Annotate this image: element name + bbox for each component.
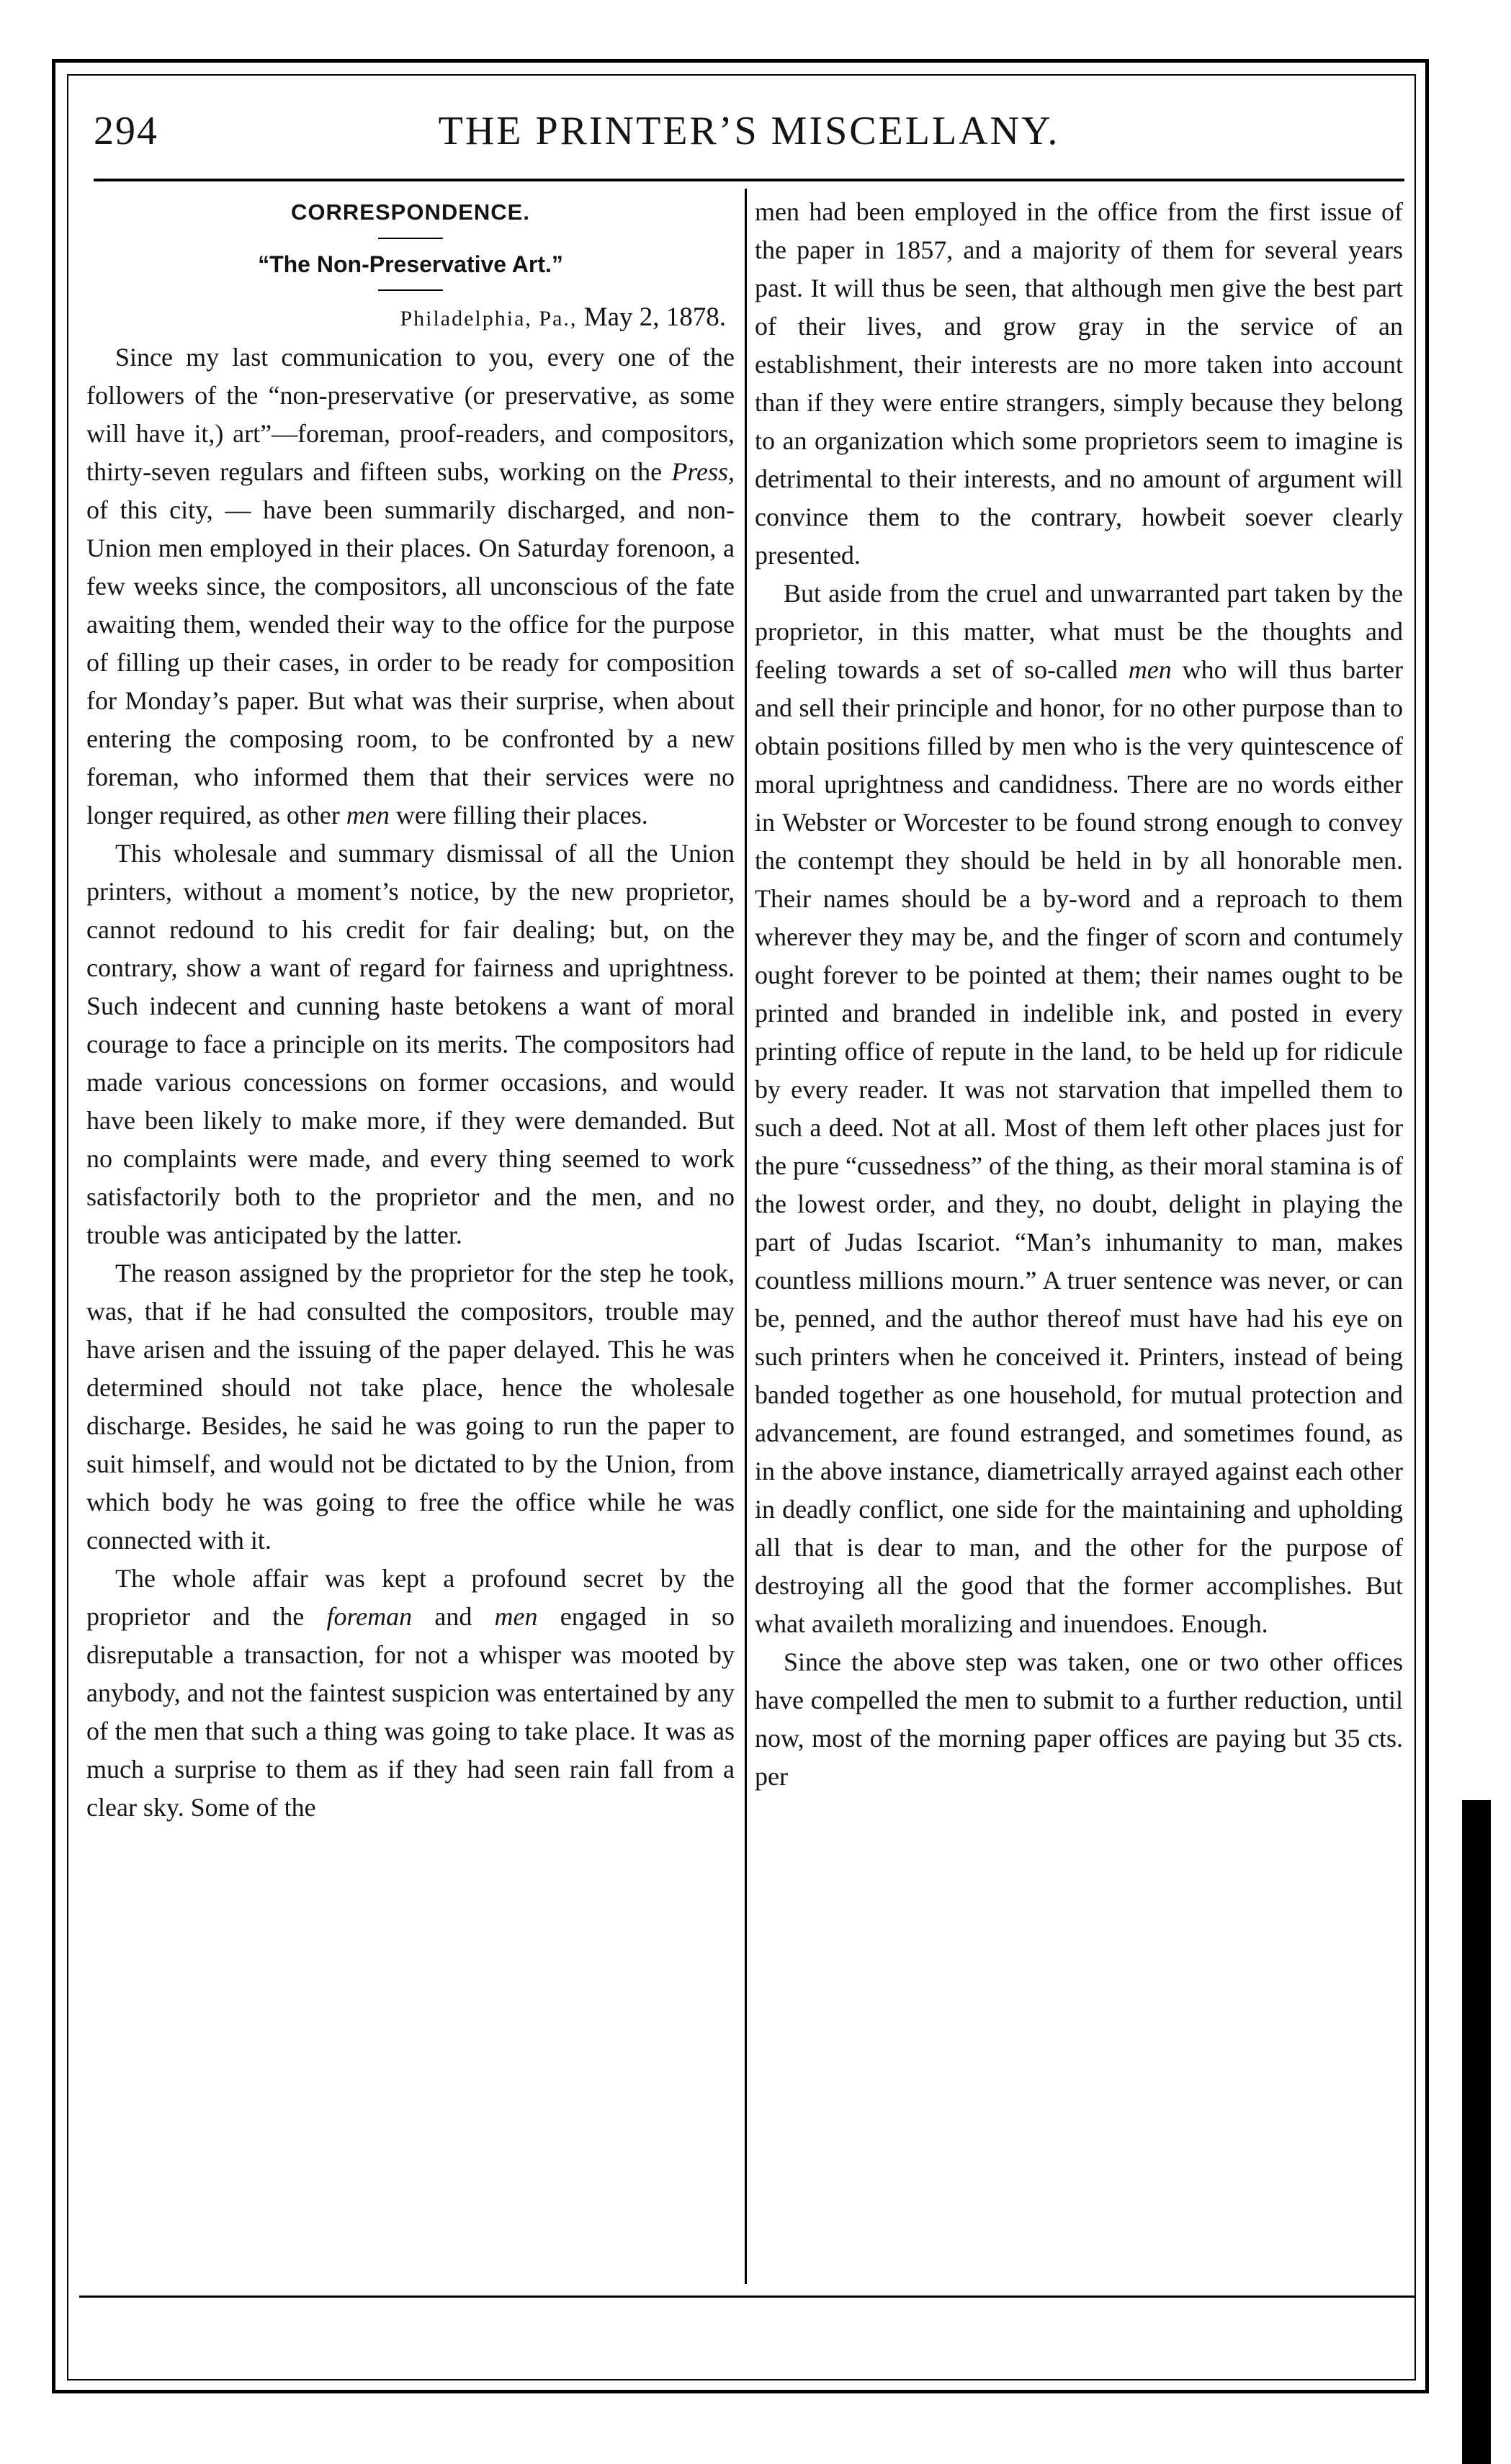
paragraph-text: of this city, — have been summarily discharged, and non-Union men employed in their places. On Saturday forenoon, a few weeks since, the compositors, all unconscious of the fate awaiting them, wended their way to the office for the purpose of filling up their cases, in order to be ready for composition for Monday’s paper. But what was their surprise, when about entering the composing room, to be confronted by a new foreman, who informed them that their services were no longer required, as other	[86, 495, 735, 829]
paragraph-text: The whole affair was kept a profound secret by the proprietor and the	[86, 1564, 735, 1631]
italic-term: Press,	[671, 457, 735, 486]
italic-term: men	[1128, 655, 1172, 684]
footer-rule	[79, 2296, 1416, 2298]
title-rule-bottom	[378, 289, 443, 291]
paragraph: This wholesale and summary dismissal of all the Union printers, without a moment’s notice, by the new proprietor, cannot redound to his credit for fair dealing; but, on the contrary, show a want of regard for fairness and uprightness. Such indecent and cunning haste betokens a want of moral courage to face a principle on its merits. The compositors had made various concessions on former occasions, and would have been likely to make more, if they were demanded. But no complaints were made, and every thing seemed to work satisfactorily both to the proprietor and the men, and no trouble was anticipated by the latter.	[86, 839, 735, 1249]
section-title: CORRESPONDENCE.	[291, 199, 530, 225]
paragraph: men had been employed in the office from the first issue of the paper in 1857, and a majority of them for several years past. It will thus be seen, that although men give the best part of their lives, and grow gray in the service of an establishment, their interests are no more taken into account than if they were entire strangers, simply because they belong to an organization which some proprietors seem to imagine is detrimental to their interests, and no amount of argument will convince them to the contrary, howbeit soever clearly presented.	[755, 197, 1403, 570]
paragraph-text: But aside from the cruel and unwarranted part taken by the proprietor, in this matter, what must be the thoughts and feeling towards a set of so-called	[755, 579, 1403, 684]
paragraph	[755, 575, 1403, 1643]
paragraph: The reason assigned by the proprietor for the step he took, was, that if he had consulted the compositors, trouble may have arisen and the issuing of the paper delayed. This he was determined should not take place, hence the wholesale discharge. Besides, he said he was going to run the paper to suit himself, and would not be dictated to by the Union, from which body he was going to free the office while he was connected with it.	[86, 1259, 735, 1555]
paragraph-text: Since my last communication to you, every one of the followers of the “non-preservative (or preservative, as some will have it,) art”—foreman, proof-readers, and compositors, thirty-seven regulars and fifteen subs, working on the	[86, 343, 735, 486]
italic-term: men	[494, 1602, 538, 1631]
title-rule-top	[378, 238, 443, 239]
column-divider	[745, 189, 747, 2284]
paragraph-text: who will thus barter and sell their principle and honor, for no other purpose than to obtain positions filled by men who is the very quintescence of moral uprightness and candidness. There are no words either in Webster or Worcester to be found strong enough to convey the contempt they should be held in by all honorable men. Their names should be a by-word and a reproach to them wherever they may be, and the finger of scorn and contumely ought forever to be pointed at them; their names ought to be printed and branded in indelible ink, and posted in every printing office of repute in the land, to be held up for ridicule by every reader. It was not starvation that impelled them to such a deed. Not at all. Most of them left other places just for the pure “cussedness” of the thing, as their moral stamina is of the lowest order, and they, no doubt, delight in playing the part of Judas Iscariot. “Man’s inhumanity to man, makes countless millions mourn.” A truer sentence was never, or can be, penned, and the author thereof must have had his eye on such printers when he conceived it. Printers, instead of being banded together as one household, for mutual protection and advancement, are found estranged, and sometimes found, as in the above instance, diametrically arrayed against each other in deadly conflict, one side for the maintaining and upholding all that is dear to man, and the other for the purpose of destroying all the good that the former accomplishes. But what availeth moralizing and inuendoes. Enough.	[755, 655, 1403, 1638]
paragraph-text: and	[434, 1602, 472, 1631]
article-title: “The Non-Preservative Art.”	[258, 251, 563, 277]
dateline-date: May 2, 1878.	[583, 302, 726, 332]
running-title: THE PRINTER’S MISCELLANY.	[438, 109, 1060, 153]
paragraph-text: were filling their places.	[395, 801, 648, 829]
page-number: 294	[94, 109, 158, 153]
left-column	[86, 193, 735, 1827]
italic-term: foreman	[326, 1602, 413, 1631]
paragraph-text: engaged in so disreputable a transaction, for not a whisper was mooted by anybody, and not the faintest suspicion was entertained by any of the men that such a thing was going to take place. It was as much a surprise to them as if they had seen rain fall from a clear sky. Some of the	[86, 1602, 735, 1822]
paragraph	[86, 1560, 735, 1827]
italic-term: men	[346, 801, 390, 829]
dateline	[86, 298, 735, 338]
paragraph: Since the above step was taken, one or two other offices have compelled the men to submit to a further reduction, until now, most of the morning paper offices are paying but 35 cts. per	[755, 1647, 1403, 1791]
paragraph	[86, 338, 735, 835]
running-head	[94, 108, 1404, 166]
right-column	[755, 193, 1403, 1796]
header-rule	[94, 179, 1404, 181]
binding-shadow	[1462, 1800, 1491, 2464]
dateline-place: Philadelphia, Pa.,	[400, 307, 578, 331]
